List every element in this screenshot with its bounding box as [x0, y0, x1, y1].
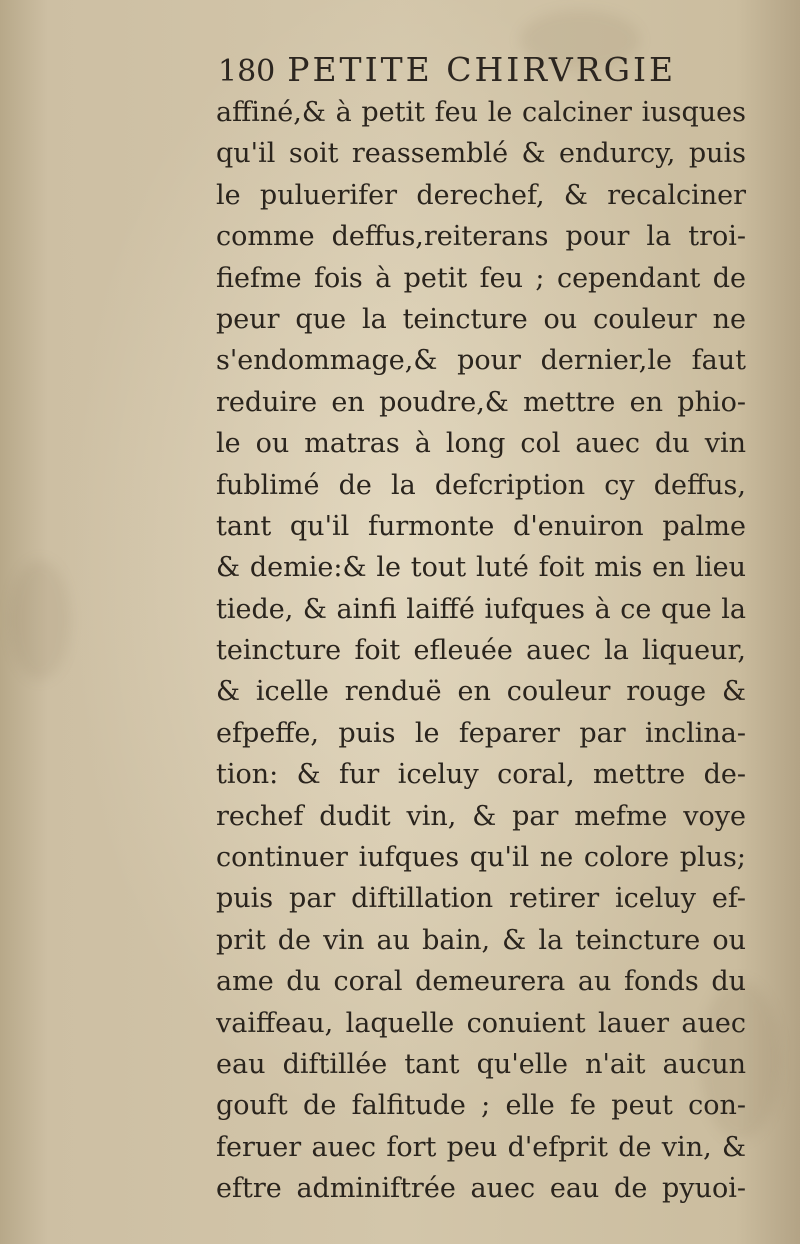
text-line: affiné,& à petit feu le calciner iusques — [216, 97, 746, 128]
paper-stain — [10, 560, 70, 680]
text-line: tiede, & ainfi laiffé iufques à ce que la — [216, 593, 746, 625]
text-line: eau diftillée tant qu'elle n'ait aucun — [216, 1048, 746, 1080]
running-head — [218, 50, 738, 94]
text-line: puis par diftillation retirer iceluy ef- — [216, 883, 746, 915]
text-line: qu'il soit reassemblé & endurcy, puis — [216, 138, 746, 170]
text-line: tion: & fur iceluy coral, mettre de- — [216, 759, 746, 791]
running-title: PETITE CHIRVRGIE — [287, 50, 677, 89]
text-line: continuer iufques qu'il ne colore plus; — [216, 842, 746, 874]
text-line: le puluerifer derechef, & recalciner — [216, 179, 746, 211]
text-line: & icelle renduë en couleur rouge & — [216, 676, 746, 708]
page-number: 180 — [218, 54, 276, 89]
text-line: & demie:& le tout luté foit mis en lieu — [216, 552, 746, 584]
text-line: efpeffe, puis le feparer par inclina- — [216, 717, 746, 749]
text-line: le ou matras à long col auec du vin — [216, 428, 746, 460]
text-line: tant qu'il furmonte d'enuiron palme — [216, 510, 746, 542]
text-line: gouft de falfitude ; elle fe peut con- — [216, 1090, 746, 1122]
text-line: fublimé de la defcription cy deffus, — [216, 469, 746, 501]
text-line: eftre adminiftrée auec eau de pyuoi- — [216, 1173, 746, 1205]
text-line: feruer auec fort peu d'efprit de vin, & — [216, 1131, 746, 1163]
text-line: vaiffeau, laquelle conuient lauer auec — [216, 1007, 746, 1039]
body-text — [216, 92, 746, 1210]
text-line: ame du coral demeurera au fonds du — [216, 966, 746, 998]
text-line: comme deffus,reiterans pour la troi- — [216, 221, 746, 253]
text-line: fiefme fois à petit feu ; cependant de — [216, 262, 746, 294]
text-line: reduire en poudre,& mettre en phio- — [216, 386, 746, 418]
text-line: peur que la teincture ou couleur ne — [216, 303, 746, 335]
text-line: s'endommage,& pour dernier,le faut — [216, 345, 746, 377]
text-line: rechef dudit vin, & par mefme voye — [216, 800, 746, 832]
text-line: teincture foit efleuée auec la liqueur, — [216, 635, 746, 667]
text-line: prit de vin au bain, & la teincture ou — [216, 924, 746, 956]
